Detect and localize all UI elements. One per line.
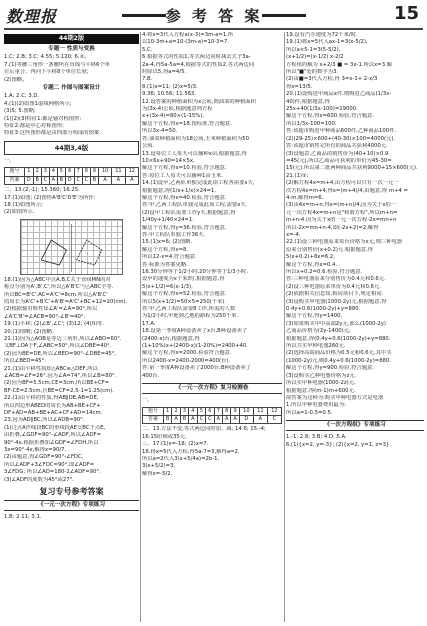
answer-line: 所以∠ADF+3∠FDC=90°,即∠ADF=	[4, 461, 95, 468]
answer-line: 18.将x=5代入方程,得5a-7=3,解得a=2.	[142, 448, 240, 455]
answer-line: 根据题意,得(0.4y+0.6(1000-2y)+y=880.	[286, 335, 391, 342]
table-cell: A	[231, 415, 239, 423]
answer-line: 所以a=2代入3(x+5/4a)=2b-1,	[142, 455, 220, 462]
answer-line: 答:标准为答案见略.	[142, 261, 188, 268]
table-cell: C	[74, 176, 82, 184]
answer-line: 解这个方程,得x=10.检验,符合题意.	[142, 165, 227, 172]
answer-line: 答:油菜种植面积为18公顷,玉米种植面积为50	[142, 135, 249, 142]
table-cell: 2	[33, 168, 41, 176]
answer-line: 解这个方程,得y=1400.	[286, 313, 343, 320]
answer-lines	[286, 434, 424, 449]
answer-lines	[142, 32, 282, 321]
answer-line: 5(x+0.2)+8x=6.2,	[286, 254, 335, 261]
table-cell: C	[206, 415, 215, 423]
answer-line: ∠A'C'B'=∠ACB=90°-∠B'=40°.	[4, 313, 86, 320]
answer-line: 解这个方程,得y=900.检验,符合题意.	[286, 365, 374, 372]
table-cell: 9	[231, 407, 239, 415]
table-cell: A	[214, 415, 222, 423]
answer-line: 所以a×5-1=3(5-5/2),	[286, 46, 341, 53]
answer-line: 1.-1; 2.8; 3.B; 4.D; 5.A.	[286, 434, 347, 441]
table-cell: 10	[98, 168, 111, 176]
answer-line: 所以2400-x=2400-2000=400(台).	[142, 357, 231, 364]
answer-line: 解这个方程,得x=52.检验,符合题意.	[142, 291, 227, 298]
answer-line: 答:该超市销售完所有的商品共获利4000元.	[286, 143, 388, 150]
table-cell: 11	[112, 168, 125, 176]
section-heading: 44期2版	[4, 34, 139, 44]
answer-line: 90°-4x.根据折叠知∠GDF=∠FDH,所以	[4, 439, 99, 446]
answer-line: DF+AD=AB+BE+AC+CF+AD=14cm.	[4, 410, 103, 417]
answer-line: (1+10%)x+(2400-x)(1-20%)=2400+40.	[142, 343, 248, 350]
answer-lines	[286, 32, 424, 417]
column-middle	[142, 32, 282, 622]
answer-line: 所以BC=B'C',AC=A'C'=8cm.所以△A'B'C'	[4, 291, 108, 298]
answer-line: =45(元),所以乙商品可获利的单价为45-30=	[286, 157, 392, 164]
answer-line: 设甲的速度为x千米/时,根据题意,得	[142, 276, 225, 283]
answer-line: 40)件,根据题意,得	[286, 98, 330, 105]
answer-line: 根据题意,得(1/x+1/x)×24=1,	[142, 187, 216, 194]
answer-line: 20.(1)图略; (2)图略.	[4, 328, 54, 335]
answer-line: 4.将x=3代入方程a(x-3)=3m-a=1.所	[142, 32, 234, 38]
table-cell: B	[57, 176, 65, 184]
answer-line: (2)因为BE=DE,所以∠BED=90°-∠DBE=45°,	[4, 350, 117, 357]
answer-line: 解这个方程,得x=600.检验,符合题意.	[286, 113, 374, 120]
answer-line: 22.(1)由平移的性质,得AB∥DE,AB=DE,	[4, 395, 99, 402]
answer-line: x+(3x-4)=80×(1-15%),	[142, 113, 204, 120]
answer-lines	[142, 328, 282, 380]
answer-line: 1.所以甲种电器费用最为:	[286, 402, 346, 409]
answer-lines	[142, 426, 282, 478]
table-cell: A	[98, 176, 111, 184]
answer-line: 19.(1)平移; (2)∠B',∠C'; (3)12; (4)相等.	[4, 321, 104, 328]
answer-line: 7.(1)等腰三角形一条腰所在直线与平移6个单	[4, 61, 110, 68]
answer-lines	[4, 93, 139, 137]
answer-line: 所以a=1-0.5=0.5.	[286, 409, 333, 416]
answer-line: 4.(1)(2)如图1虚线网格所示;	[4, 100, 72, 107]
page-title-bar	[124, 6, 304, 24]
table-cell: D	[24, 176, 33, 184]
answer-line: 公顷.	[142, 143, 155, 150]
answer-line: 元一次方程4x=m+n是"和谐方程",所以m+n=	[286, 209, 398, 216]
answer-line: 答:三种电器原来分别售价为0.4元和0.6元.	[286, 276, 386, 283]
answer-line: 解这个方程,得y=36.检验,符合题意.	[142, 224, 227, 231]
table-cell: 4	[189, 407, 197, 415]
answer-line: (3)由4x=m+n,得x=(m+n)/4,因为关于x的一	[286, 202, 397, 209]
answer-line: 原来分别售价(x+0.2)元.根据题意,得	[286, 246, 374, 253]
answer-line: 所以买甲种电器(1000-2z)元.	[286, 380, 356, 387]
column-left	[4, 32, 139, 622]
answer-line: 1.B; 2.11; 3.1.	[4, 513, 42, 520]
answer-line: (x+1/2)=(x-1/2) x-2/2	[286, 54, 344, 61]
table-cell: B	[180, 415, 188, 423]
table-cell: 5	[197, 407, 206, 415]
table-row	[5, 176, 139, 184]
topic-heading: 专题二 作图与图案设计	[42, 85, 101, 92]
answer-line: 1/40y+1/40×24=1.	[142, 217, 195, 224]
answer-line: (3)设购买乙种电器价格为z元.	[286, 372, 357, 379]
part-label: 一、	[142, 397, 153, 404]
answer-line: 21.(1)②;	[286, 172, 309, 179]
answer-line: 答:第一季度A种设备卖了2000台,B种设备卖了	[142, 365, 251, 372]
column-right	[286, 32, 424, 622]
answer-line: (2400-x)台,根据题意,得	[142, 335, 200, 342]
table-cell: B	[33, 176, 41, 184]
topic-heading: 专题一 性质与变换	[48, 46, 95, 52]
answer-line: 18.设第一季度A种设备卖了x台,B种设备卖了	[142, 328, 248, 335]
table-cell: A	[112, 176, 125, 184]
answer-line: 答:甲,乙两工程队单独完成此项工程,需要x天.	[142, 202, 248, 209]
table-cell: A	[223, 415, 231, 423]
answer-line: 所以x+0.2=0.6.检验,符合题意.	[286, 269, 363, 275]
answer-line: 特征3:这些图形都是由四部分构成的图案.	[4, 130, 101, 137]
answer-table	[142, 407, 282, 425]
answer-line: (2)图略。	[4, 76, 28, 83]
table-cell: 2	[172, 407, 180, 415]
answer-line: 1.C; 2.B; 3.C; 4.55; 5.120; 6.②。	[4, 54, 90, 61]
table-cell: 1	[24, 168, 33, 176]
answer-line: 所以-2x=mn+n-4,即(-2x+2)=2,解得	[286, 224, 379, 231]
answer-line: 二、13.方法不变,等式两边同时加、减; 14.6; 15.-4;	[142, 426, 266, 433]
answer-line: 称点分别为A',B',C',所以△A'B'C'与△ABC全等.	[4, 284, 114, 291]
answer-line: 为(3x-4)公顷,根据题意列方程	[142, 106, 213, 113]
answer-line: 解这个方程,得x=40.检验,符合题意.	[142, 194, 227, 201]
answer-line: (3)∠ADF的度数为45°或27°.	[4, 476, 74, 483]
answer-line: (2)如图所示.	[4, 209, 35, 216]
table-cell: A	[49, 176, 57, 184]
answer-line: (2)因为BF=5.5cm,CE=3cm,所以BE+CF=	[4, 380, 110, 387]
table-cell: 11	[253, 407, 267, 415]
answer-line: 答:甲工程队单独工作36天.	[142, 231, 206, 238]
answer-line: 13.设每位工人每天可以播种x亩,根据题意,得	[142, 150, 247, 157]
header-rule	[4, 28, 423, 30]
page-number: 15	[393, 3, 419, 24]
answer-line: 400台.	[142, 372, 160, 379]
table-cell: C	[267, 415, 281, 423]
answer-table	[4, 167, 139, 185]
section-heading: 44期3,4版	[4, 141, 139, 155]
answer-line: (3)设购买甲电器(1000-2y)元,根据题意,得	[286, 298, 387, 305]
answer-line: 1.A; 2.C; 3.D.	[4, 93, 40, 100]
answer-line: 4-m,解得m=6.	[286, 194, 324, 201]
answer-line: (2)解方程4x=m+4,由方程可以只有一次一元一	[286, 180, 399, 187]
table-cell: 8	[82, 168, 90, 176]
table-cell: 7	[214, 407, 222, 415]
column-divider	[284, 32, 285, 622]
table-cell: B	[163, 415, 171, 423]
answer-line: 10×6x+90=14×5x,	[142, 157, 195, 164]
answer-line: 位后重合，再向下平移8个单位长度;	[4, 69, 89, 76]
answer-line: 25x+40(1/3x-100)=19000.	[286, 106, 358, 113]
table-cell: 答案	[5, 176, 25, 184]
column-divider	[140, 32, 141, 622]
part-label: 一、	[4, 157, 15, 164]
answer-line: 5(x+1/2)=6(x-1/3),	[142, 283, 193, 290]
answer-line: 21.(1)因为△AOB是等边三角形,所以∠ABO=60°.	[4, 335, 122, 342]
exercise-heading: 《一元一次方程》专项练习	[4, 500, 139, 511]
answer-line: (1)过点A作线段BC的垂线段AE交BC于点E,	[4, 424, 106, 431]
exercise-heading: 《一元一次方程》复习检测卷	[142, 383, 282, 394]
table-cell: D	[239, 415, 253, 423]
answer-lines	[4, 277, 139, 484]
table-cell: C	[82, 176, 90, 184]
table-cell: 6	[206, 407, 215, 415]
answer-line: 解这个方程,得x=18.按标准,符合题意.	[142, 120, 232, 127]
review-heading: 复习专号参考答案	[39, 487, 104, 497]
answer-line: (2)设三种电器原来单价为0.4元和0.6元.	[286, 283, 381, 290]
answer-line: 18.(1)如图所示;	[4, 201, 43, 208]
answer-line: (2)依据相关信息知,相同项目下,规定相同.	[286, 291, 384, 298]
answer-line: 19.(1)将x=5代入ax-1=3(x-5/2),	[286, 39, 368, 46]
answer-line: 3∠FDG; 所以∠AD=180-2∠ADF=90°.	[4, 469, 101, 476]
answer-line: (1000-2y)元,则0.4y+0.6(1000-2y)=880.	[286, 357, 391, 364]
answer-line: 由折叠,∠GDF=90°-∠ADF,所以∠ADF=	[4, 432, 102, 439]
answer-lines	[4, 187, 139, 217]
answer-line: (2)选择高端商品价格为0.5元和0.6元,其中买	[286, 350, 392, 357]
table-cell: A	[253, 415, 267, 423]
answer-line: (3)如果购买甲中高端2y元,那么(1000-2y)	[286, 320, 386, 327]
exercise-heading: 《一次方程组》专项练习	[286, 420, 424, 431]
newspaper-logo: 数理报	[6, 7, 58, 26]
table-cell: 7	[74, 168, 82, 176]
table-cell: A	[189, 415, 197, 423]
answer-line: 所以共买甲种电器260元.	[286, 343, 346, 350]
answer-line: 3x=90°-4x,解得x=90/7.	[4, 447, 67, 454]
answer-line: x=-4.	[286, 231, 301, 238]
answer-line: 20.(1)设购进甲商品x件,则购进乙商品(1/3x-	[286, 91, 392, 98]
answer-line: 18.(1)因为△ABC中点A,B,C关于直线MN的对	[4, 276, 111, 283]
table-cell: 8	[223, 407, 231, 415]
answer-line: 9.36; 10.56; 11.563.	[142, 91, 197, 98]
answer-line: 0.4y+0.6(1000-2y)+y=880.	[286, 306, 361, 313]
answer-line: ∠ACB=∠F=26°.因为∠A=74°,所以∠B=80°.	[4, 373, 117, 379]
answer-line: 6.(1){x=2, y=-3}; (2){x=2, y=1, z=3}.	[286, 441, 392, 448]
answer-line: (3)5; 5.图略;	[4, 108, 36, 115]
answer-line: 8.(1)x=11; (2)x=5/3.	[142, 83, 198, 90]
answer-line: 为1/2小时,甲地到乙地的路程为250千米.	[142, 313, 239, 320]
table-cell: 9	[90, 168, 98, 176]
table-cell: 5	[57, 168, 65, 176]
answer-line: 三、17.(1)x=-18; (2)x=7.	[142, 441, 209, 448]
answer-line: m+n-4.因为关于x的一元一次方程-2x=mn+n	[286, 217, 397, 224]
answer-line: 故答案为这种为:购买甲种电器方式是电器	[286, 394, 384, 401]
answer-line: 7.B.	[142, 76, 153, 83]
page-title: 参 考 答 案	[165, 6, 263, 25]
answer-line: 所以四边形ABED的周长为AB+BE+CF+	[4, 402, 101, 409]
answer-line: 所以1/3x-100=100.	[286, 120, 337, 127]
answer-line: 解这个方程,得x=8.	[142, 246, 189, 253]
answer-line: 15(元).所以第二批两种商品共获利9000+15×600(元).	[286, 165, 418, 172]
table-cell: 4	[49, 168, 57, 176]
answer-line: 解这个方程,得x=2000.检验符合题意.	[142, 350, 232, 357]
answer-line: 解这个方程,得x=0.4.	[286, 261, 338, 268]
answer-line: 方程组的解为 x+2/3 ■ = 3x-1.所以x=3.解	[286, 61, 393, 68]
answer-line: 15.(1)x=6; (2)图略.	[142, 239, 193, 246]
answer-line: 14.(1)设甲,乙两队单独完成此项工程各需要x天,	[142, 180, 255, 187]
answer-line: (2)(29-25)×600+(40-30)×100=4000(元).	[286, 135, 396, 142]
answer-line: 19.设有汽车速度为72千米/时.	[286, 32, 358, 38]
answer-line: 5.C.	[142, 46, 153, 53]
answer-line: 所以12-x=4.符合题意.	[142, 254, 197, 261]
answer-line: 特征2:都是中心对称图形;	[4, 123, 64, 130]
table-cell: C	[41, 176, 49, 184]
table-row	[143, 407, 282, 415]
grid-figure	[20, 219, 123, 275]
table-cell: 10	[239, 407, 253, 415]
answer-line: 2a-4,得5a-5a=4,根据等式的性质2,等式两边同	[142, 61, 255, 68]
table-cell: 题号	[143, 407, 164, 415]
table-cell: 题号	[5, 168, 25, 176]
answer-line: 所以"■"处的数字为3.	[286, 69, 339, 76]
table-cell: 3	[180, 407, 188, 415]
answer-line: 时除以5,得a=4/5.	[142, 69, 187, 76]
answer-lines	[4, 54, 139, 84]
answer-line: 23.因为AD∥BC,所以∠ADB=90°.	[4, 417, 85, 424]
table-cell: 答案	[143, 415, 164, 423]
answer-line: 乙商品价格为(2y-1400)元,	[286, 328, 351, 335]
answer-line: 6.根据等式的性质1,等式两边同时减去式子3a-	[142, 54, 251, 61]
answer-line: 根据题意,得(m-1)m+600元.	[286, 387, 356, 394]
answer-line: 以10-3m+a=10-(3m-a)=10-3=7.	[142, 39, 230, 46]
table-row	[5, 168, 139, 176]
figure-shape	[21, 220, 122, 274]
page-header	[0, 0, 427, 30]
answer-line: 21.(1)由平移性质知△ABC≅△DEF,所以	[4, 365, 98, 372]
answer-line: 16.30分钟等于1/2小时,20分钟等于1/3小时.	[142, 269, 248, 275]
table-cell: C	[197, 415, 206, 423]
table-cell: 12	[125, 168, 138, 176]
answer-line: (2)设甲工程队需要工作y天,根据题意,得	[142, 209, 236, 216]
answer-line: 二、13.(2,-1); 15.360; 16.25.	[4, 187, 80, 194]
answer-line: 又BF⊥OA于F,∠ABC=50°,所以∠DBE=40°.	[4, 343, 112, 350]
answer-line: (1)(2)(3)特征1:都是轴对称图形;	[4, 115, 82, 122]
answer-line: 12.设答案的种植面积为x公顷,则油菜的种植面积	[142, 98, 256, 105]
table-cell: A	[172, 415, 180, 423]
answer-line: 3(x+5/2)=3,	[142, 463, 176, 470]
answer-line: 22.(1)设三种电器原来每台价格为x元,则三种电器	[286, 239, 403, 246]
answer-line: (2)根据轴对称性知∠A'=∠A=90°,所以	[4, 306, 98, 313]
table-cell: 3	[41, 168, 49, 176]
answer-line: 答:该超市购进甲种商品600件,乙种商品100件.	[286, 128, 397, 135]
table-cell: 6	[65, 168, 74, 176]
answer-line: (2)由■=3代入方程,得 3=x-1+ 2-x/3	[286, 76, 378, 83]
answer-line: (2)由题意,得∠GDF=90°-∠FDC,	[4, 454, 84, 461]
table-cell: B	[90, 176, 98, 184]
answer-line: 次方程4x=m+4,得x=(m+4)/4,由题意,得 m+4 =	[286, 187, 408, 194]
table-row	[143, 415, 282, 423]
answer-line: (3)设题意,乙商品的销售价为(40+10)×0.9	[286, 150, 389, 157]
answer-line: 得x=13/5.	[286, 83, 313, 90]
answer-line: 16.15阶梯或35元.	[142, 433, 187, 440]
answer-line: 答:甲,乙两工程队需要8工作,所需的人数	[142, 306, 236, 313]
answer-line: 所以∠BED=45°.	[4, 358, 46, 365]
answer-line: 答:每位工人每天可以播种1亩玉米.	[142, 172, 223, 179]
answer-line: BF-CE=2.5cm,且BE=CF=2.5-1=1.25(cm).	[4, 387, 114, 394]
answer-line: 17.A.	[142, 320, 156, 327]
table-cell: 12	[267, 407, 281, 415]
answer-line: 17.(1)如图; (2)图形A'B'C'D'E'为所作;	[4, 194, 96, 201]
answer-line: 所以3x-4=50.	[142, 128, 178, 135]
answer-line: 解得x=-5/2.	[142, 470, 173, 477]
answer-line: 的周长为A'C'+B'C'+A'B'=A'C'+BC+12=20(cm).	[4, 298, 128, 305]
answer-line: 所以5(x+1/2)=50×5=250(千米).	[142, 298, 227, 305]
table-cell: 1	[163, 407, 171, 415]
table-cell: A	[125, 176, 138, 184]
table-cell: D	[65, 176, 74, 184]
